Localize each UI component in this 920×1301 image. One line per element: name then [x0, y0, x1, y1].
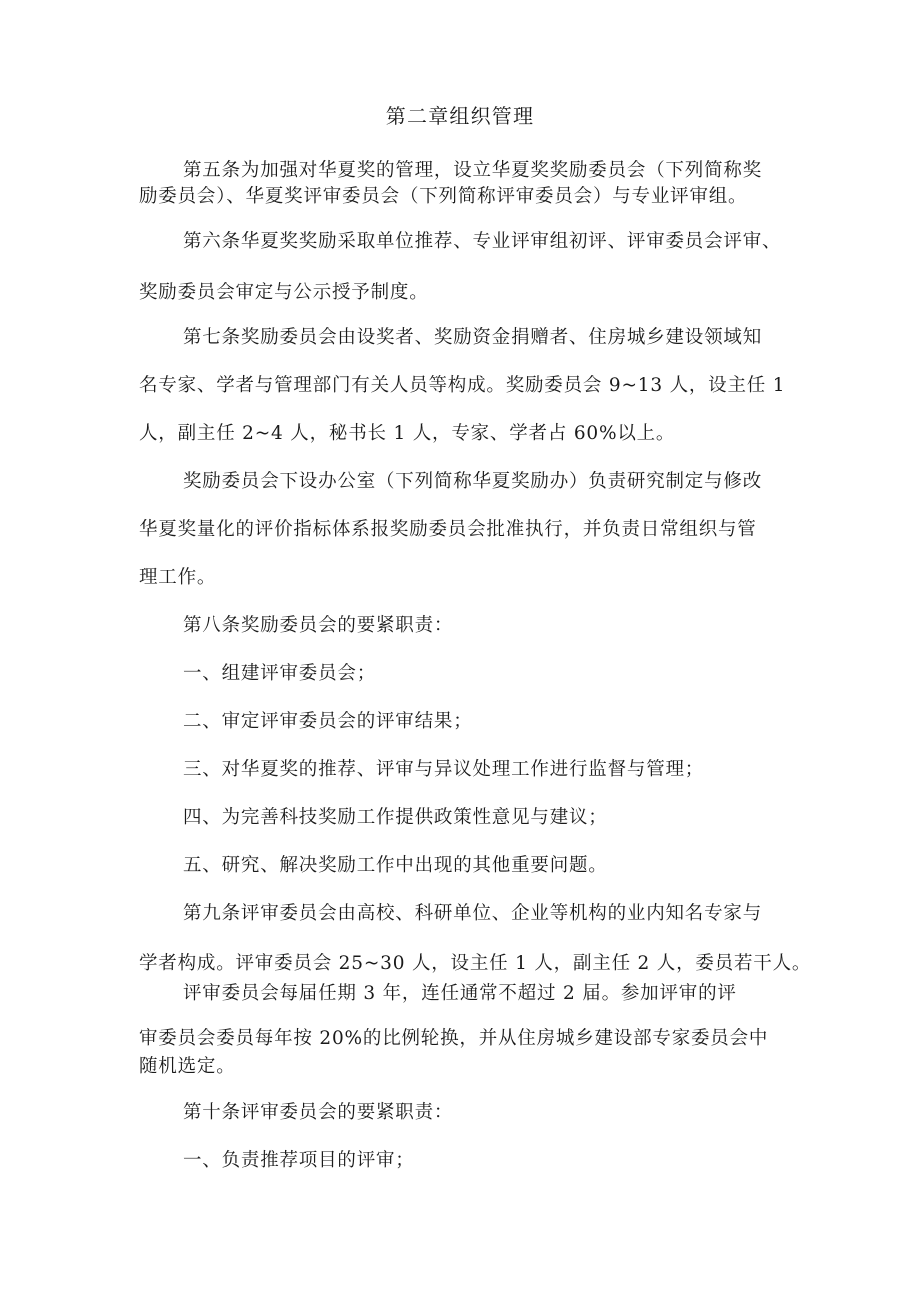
paragraph-line: 第八条奖励委员会的要紧职责： — [183, 615, 454, 636]
paragraph-line: 励委员会）、华夏奖评审委员会（下列简称评审委员会）与专业评审组。 — [139, 186, 748, 207]
paragraph-line: 第九条评审委员会由高校、科研单位、企业等机构的业内知名专家与 — [183, 903, 763, 924]
paragraph-line: 学者构成。评审委员会 25~30 人，设主任 1 人，副主任 2 人，委员若干人。 — [139, 953, 812, 974]
list-item: 二、审定评审委员会的评审结果； — [183, 711, 473, 732]
paragraph-line: 第五条为加强对华夏奖的管理，设立华夏奖奖励委员会（下列简称奖 — [183, 160, 763, 181]
list-item: 一、组建评审委员会； — [183, 663, 377, 684]
list-item: 五、研究、解决奖励工作中出现的其他重要问题。 — [183, 855, 608, 876]
paragraph-line: 第十条评审委员会的要紧职责： — [183, 1102, 454, 1123]
paragraph-line: 华夏奖量化的评价指标体系报奖励委员会批准执行，并负责日常组织与管 — [139, 519, 757, 540]
paragraph-line: 第七条奖励委员会由设奖者、奖励资金捐赠者、住房城乡建设领域知 — [183, 327, 763, 348]
list-item: 四、为完善科技奖励工作提供政策性意见与建议； — [183, 807, 608, 828]
paragraph-line: 随机选定。 — [139, 1056, 236, 1077]
paragraph-line: 人，副主任 2~4 人，秘书长 1 人，专家、学者占 60%以上。 — [139, 423, 676, 444]
paragraph-line: 评审委员会每届任期 3 年，连任通常不超过 2 届。参加评审的评 — [183, 983, 737, 1004]
paragraph-line: 审委员会委员每年按 20%的比例轮换，并从住房城乡建设部专家委员会中 — [139, 1028, 769, 1049]
paragraph-line: 奖励委员会下设办公室（下列简称华夏奖励办）负责研究制定与修改 — [183, 471, 763, 492]
list-item: 一、负责推荐项目的评审； — [183, 1150, 415, 1171]
paragraph-line: 名专家、学者与管理部门有关人员等构成。奖励委员会 9~13 人，设主任 1 — [139, 375, 786, 396]
paragraph-line: 奖励委员会审定与公示授予制度。 — [139, 282, 429, 303]
paragraph-line: 第六条华夏奖奖励采取单位推荐、专业评审组初评、评审委员会评审、 — [183, 231, 782, 252]
chapter-title: 第二章组织管理 — [385, 104, 535, 128]
paragraph-line: 理工作。 — [139, 567, 217, 588]
list-item: 三、对华夏奖的推荐、评审与异议处理工作进行监督与管理； — [183, 759, 705, 780]
